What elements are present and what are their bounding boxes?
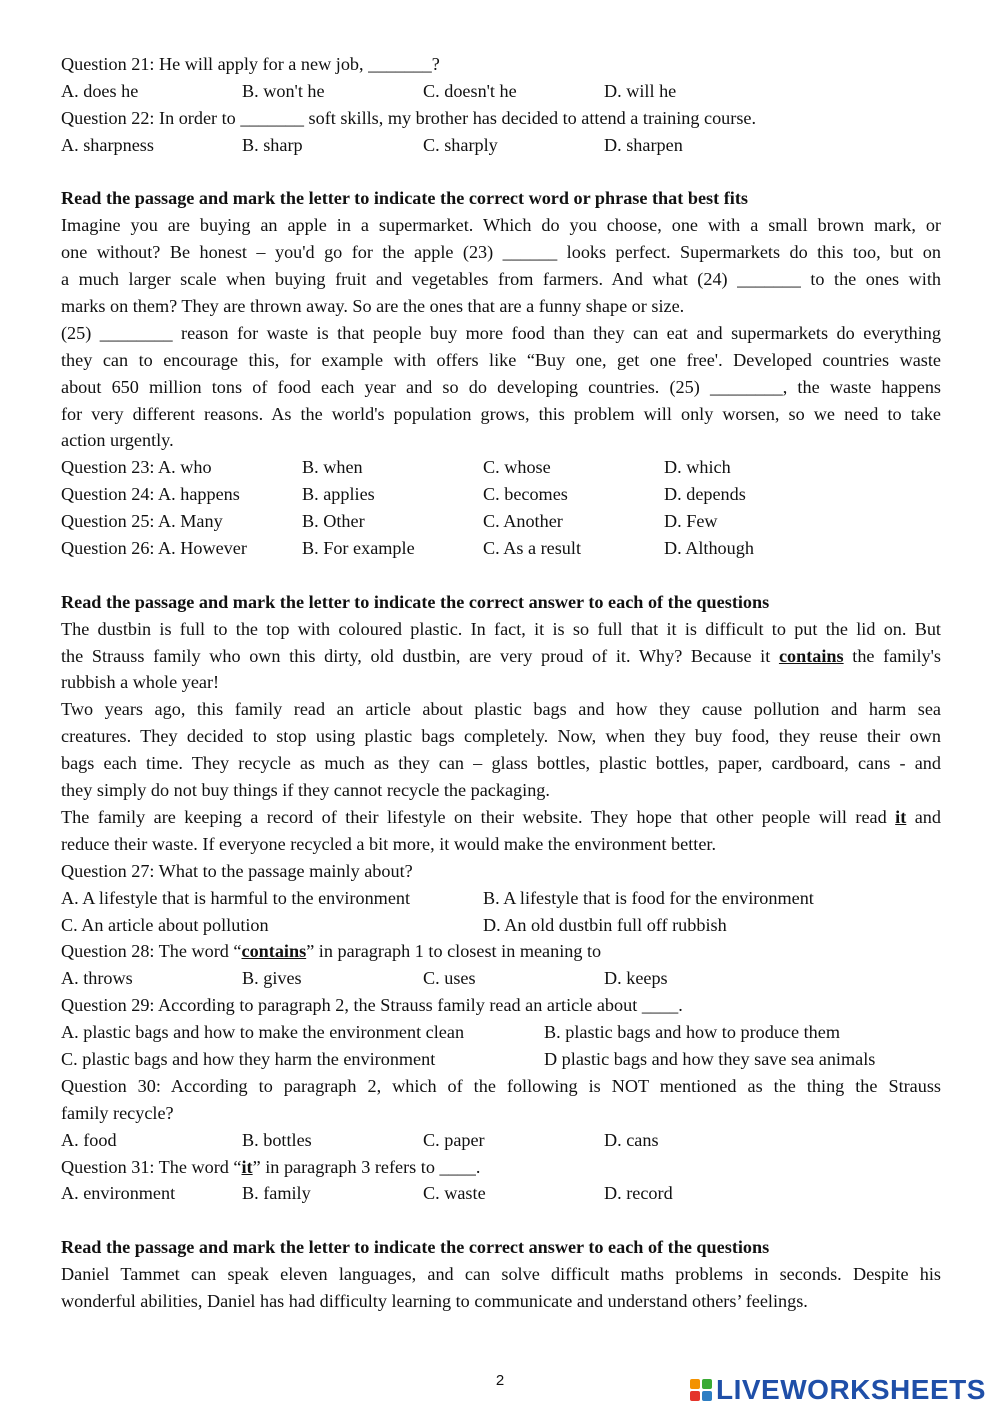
q28-option-d[interactable]: D. keeps: [604, 968, 668, 989]
page-number: 2: [495, 1372, 505, 1389]
q29-option-b[interactable]: B. plastic bags and how to produce them: [544, 1022, 840, 1043]
passage-1-line: they can to encourage this, for example with offers like “Buy one, get one free'. Developed countries waste: [61, 349, 941, 370]
q28-stem-text: ” in paragraph 1 to closest in meaning to: [306, 941, 602, 962]
section-1-heading: Read the passage and mark the letter to indicate the correct word or phrase that best fits: [61, 188, 748, 209]
q31-stem-text: ” in paragraph 3 refers to ____.: [252, 1156, 481, 1177]
section-3-heading: Read the passage and mark the letter to indicate the correct answer to each of the questions: [61, 1237, 770, 1258]
question-26-options: [61, 535, 941, 562]
q27-option-b[interactable]: B. A lifestyle that is food for the environment: [483, 887, 814, 908]
question-31-stem: [61, 1154, 941, 1181]
question-30-options: [61, 1127, 941, 1154]
passage-1-line: a much larger scale when buying fruit and vegetables from farmers. And what (24) _______ to the ones with: [61, 269, 941, 290]
question-21-stem: Question 21: He will apply for a new job, _______?: [61, 54, 440, 74]
passage-2-line: they simply do not buy things if they cannot recycle the packaging.: [61, 780, 550, 801]
question-29-options-row: [61, 1046, 941, 1073]
passage-1-line: about 650 million tons of food each year and so do developing countries. (25) ________, the waste happens: [61, 376, 941, 397]
passage-2-text: The family are keeping a record of their lifestyle on their website. They hope that other people will read: [61, 806, 896, 827]
q26-option-c[interactable]: C. As a result: [483, 538, 582, 559]
q31-option-c[interactable]: C. waste: [423, 1183, 486, 1204]
q26-option-d[interactable]: D. Although: [664, 538, 754, 559]
passage-2-line: reduce their waste. If everyone recycled a bit more, it would make the environment better.: [61, 833, 716, 854]
q28-option-b[interactable]: B. gives: [242, 968, 302, 989]
question-30-stem: family recycle?: [61, 1102, 174, 1123]
q28-option-c[interactable]: C. uses: [423, 968, 476, 989]
q31-option-d[interactable]: D. record: [604, 1183, 673, 1204]
liveworksheets-logo: [690, 1374, 986, 1406]
q28-keyword: contains: [241, 941, 307, 962]
q21-option-c[interactable]: C. doesn't he: [423, 80, 517, 101]
passage-2-line: bags each time. They recycle as much as they can – glass bottles, plastic bottles, paper, cardboard, cans - and: [61, 753, 941, 774]
q28-stem-text: Question 28: The word “: [61, 941, 242, 962]
q22-option-b[interactable]: B. sharp: [242, 134, 303, 155]
logo-grid-icon: [690, 1379, 712, 1401]
question-22-options: [61, 132, 941, 159]
passage-1-line: marks on them? They are thrown away. So are the ones that are a funny shape or size.: [61, 296, 685, 317]
q22-option-d[interactable]: D. sharpen: [604, 134, 683, 155]
q24-option-d[interactable]: D. depends: [664, 484, 746, 505]
passage-2-line: Two years ago, this family read an article about plastic bags and how they cause pollution and harm sea: [61, 699, 941, 720]
passage-2-line: The dustbin is full to the top with coloured plastic. In fact, it is so full that it is difficult to put the lid on. But: [61, 618, 941, 639]
passage-3-line: wonderful abilities, Daniel has had difficulty learning to communicate and understand others’ feelings.: [61, 1290, 808, 1311]
question-27-options-row: [61, 912, 941, 939]
q30-option-b[interactable]: B. bottles: [242, 1129, 312, 1150]
q26-option-a[interactable]: Question 26: A. However: [61, 538, 247, 559]
q21-option-d[interactable]: D. will he: [604, 80, 677, 101]
q23-option-a[interactable]: Question 23: A. who: [61, 457, 212, 478]
section-2-heading: Read the passage and mark the letter to indicate the correct answer to each of the questions: [61, 591, 770, 612]
passage-2-line: rubbish a whole year!: [61, 672, 220, 693]
q26-option-b[interactable]: B. For example: [302, 538, 415, 559]
q30-option-a[interactable]: A. food: [61, 1129, 117, 1150]
passage-2-line: creatures. They decided to stop using plastic bags completely. Now, when they buy food, they reuse their own: [61, 726, 941, 747]
question-25-options: [61, 508, 941, 535]
q25-option-c[interactable]: C. Another: [483, 511, 563, 532]
spacer: [61, 1207, 941, 1234]
passage-2-text: the family's: [843, 645, 941, 666]
q25-option-d[interactable]: D. Few: [664, 511, 718, 532]
passage-1-line: for very different reasons. As the world's population grows, this problem will only worsen, so we need to take: [61, 403, 941, 424]
question-23-options: [61, 454, 941, 481]
q28-option-a[interactable]: A. throws: [61, 968, 133, 989]
q31-option-b[interactable]: B. family: [242, 1183, 311, 1204]
q25-option-b[interactable]: B. Other: [302, 511, 365, 532]
passage-1-line: Imagine you are buying an apple in a supermarket. Which do you choose, one with a small brown mark, or: [61, 215, 941, 236]
question-21-options: [61, 78, 941, 105]
passage-3-line: Daniel Tammet can speak eleven languages, and can solve difficult maths problems in seconds. Despite his: [61, 1264, 941, 1285]
q21-option-b[interactable]: B. won't he: [242, 80, 325, 101]
passage-1-line: action urgently.: [61, 430, 174, 451]
question-27-stem: Question 27: What to the passage mainly about?: [61, 860, 413, 881]
question-31-options: [61, 1180, 941, 1207]
q27-option-d[interactable]: D. An old dustbin full off rubbish: [483, 914, 727, 935]
q29-option-c[interactable]: C. plastic bags and how they harm the environment: [61, 1048, 436, 1069]
question-24-options: [61, 481, 941, 508]
question-28-stem: [61, 938, 941, 965]
worksheet-page: [61, 51, 941, 1315]
q31-stem-text: Question 31: The word “: [61, 1156, 242, 1177]
q30-option-c[interactable]: C. paper: [423, 1129, 485, 1150]
q30-option-d[interactable]: D. cans: [604, 1129, 659, 1150]
q21-option-a[interactable]: A. does he: [61, 80, 139, 101]
q23-option-d[interactable]: D. which: [664, 457, 731, 478]
q29-option-a[interactable]: A. plastic bags and how to make the environment clean: [61, 1022, 465, 1043]
q23-option-b[interactable]: B. when: [302, 457, 363, 478]
passage-2-text: the Strauss family who own this dirty, old dustbin, are very proud of it. Why? Because it: [61, 645, 779, 666]
question-30-stem: Question 30: According to paragraph 2, which of the following is NOT mentioned as the thing the Strauss: [61, 1075, 941, 1096]
passage-2-line: [61, 643, 941, 670]
q24-option-c[interactable]: C. becomes: [483, 484, 568, 505]
passage-2-line: [61, 804, 941, 831]
q31-option-a[interactable]: A. environment: [61, 1183, 176, 1204]
q24-option-b[interactable]: B. applies: [302, 484, 375, 505]
spacer: [61, 159, 941, 186]
keyword-it: it: [895, 806, 907, 827]
q29-option-d[interactable]: D plastic bags and how they save sea animals: [544, 1048, 876, 1069]
q31-keyword: it: [241, 1156, 253, 1177]
q25-option-a[interactable]: Question 25: A. Many: [61, 511, 223, 532]
q23-option-c[interactable]: C. whose: [483, 457, 551, 478]
keyword-contains: contains: [778, 645, 844, 666]
question-29-options-row: [61, 1019, 941, 1046]
spacer: [61, 562, 941, 589]
q22-option-a[interactable]: A. sharpness: [61, 134, 154, 155]
passage-1-line: (25) ________ reason for waste is that people buy more food than they can eat and supermarkets do everything: [61, 322, 941, 343]
q24-option-a[interactable]: Question 24: A. happens: [61, 484, 240, 505]
question-29-stem: Question 29: According to paragraph 2, the Strauss family read an article about ____.: [61, 995, 683, 1016]
question-22-stem: Question 22: In order to _______ soft skills, my brother has decided to attend a training course.: [61, 107, 757, 128]
passage-1-line: one without? Be honest – you'd go for the apple (23) ______ looks perfect. Supermarkets do this too, but on: [61, 242, 941, 263]
brand-name: LIVEWORKSHEETS: [716, 1374, 986, 1405]
question-28-options: [61, 965, 941, 992]
q27-option-c[interactable]: C. An article about pollution: [61, 914, 269, 935]
question-27-options-row: [61, 885, 941, 912]
q27-option-a[interactable]: A. A lifestyle that is harmful to the environment: [61, 887, 411, 908]
q22-option-c[interactable]: C. sharply: [423, 134, 498, 155]
passage-2-text: and: [906, 806, 941, 827]
